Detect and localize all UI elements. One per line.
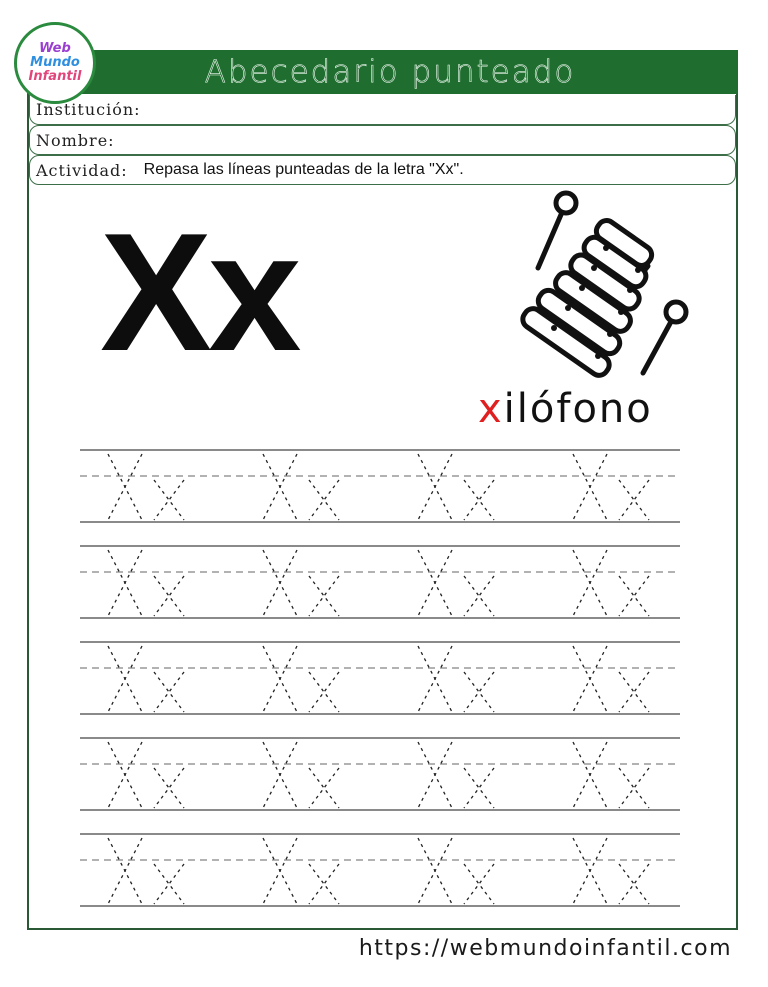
tracing-row bbox=[80, 834, 680, 906]
tracing-row bbox=[80, 546, 680, 618]
logo bbox=[14, 22, 96, 104]
trace-letter-lower bbox=[154, 576, 184, 616]
trace-letter-lower bbox=[309, 768, 339, 808]
name-field[interactable] bbox=[29, 125, 736, 155]
trace-letter-lower bbox=[309, 576, 339, 616]
trace-letter-lower bbox=[154, 864, 184, 904]
trace-letter-lower bbox=[619, 672, 649, 712]
trace-letter-upper bbox=[263, 646, 297, 712]
footer-url[interactable]: https://webmundoinfantil.com bbox=[358, 936, 732, 961]
trace-letter-upper bbox=[573, 742, 607, 808]
xylophone-icon bbox=[498, 188, 698, 388]
trace-letter-upper bbox=[418, 646, 452, 712]
trace-letter-upper bbox=[108, 454, 142, 520]
trace-letter-upper bbox=[573, 646, 607, 712]
tracing-row bbox=[80, 738, 680, 810]
model-letters: Xx bbox=[100, 198, 298, 386]
word-rest: ilófono bbox=[503, 386, 653, 432]
trace-letter-upper bbox=[573, 454, 607, 520]
trace-letter-lower bbox=[619, 480, 649, 520]
logo-line-1: Web bbox=[39, 41, 71, 56]
trace-letter-lower bbox=[154, 768, 184, 808]
trace-letter-upper bbox=[418, 742, 452, 808]
institution-label: Institución: bbox=[36, 100, 141, 119]
trace-letter-lower bbox=[464, 480, 494, 520]
trace-letter-upper bbox=[108, 742, 142, 808]
trace-letter-lower bbox=[154, 480, 184, 520]
tracing-row bbox=[80, 642, 680, 714]
trace-letter-upper bbox=[418, 550, 452, 616]
activity-label: Actividad: bbox=[36, 160, 128, 180]
tracing-area bbox=[80, 440, 680, 920]
page-title: Abecedario punteado bbox=[204, 54, 576, 90]
trace-letter-upper bbox=[263, 742, 297, 808]
word-first-letter: x bbox=[478, 386, 504, 432]
trace-letter-upper bbox=[573, 550, 607, 616]
trace-letter-lower bbox=[619, 768, 649, 808]
trace-letter-lower bbox=[619, 576, 649, 616]
trace-letter-upper bbox=[108, 550, 142, 616]
trace-letter-upper bbox=[263, 454, 297, 520]
trace-letter-lower bbox=[309, 672, 339, 712]
trace-letter-lower bbox=[464, 576, 494, 616]
logo-line-2: Mundo bbox=[30, 55, 80, 70]
trace-letter-lower bbox=[309, 480, 339, 520]
trace-letter-upper bbox=[263, 838, 297, 904]
word-label bbox=[478, 386, 653, 432]
trace-letter-upper bbox=[108, 838, 142, 904]
trace-letter-lower bbox=[464, 864, 494, 904]
trace-letter-lower bbox=[309, 864, 339, 904]
activity-text: Repasa las líneas punteadas de la letra "Xx". bbox=[143, 161, 464, 178]
name-label: Nombre: bbox=[36, 130, 115, 150]
tracing-row bbox=[80, 450, 680, 522]
trace-letter-upper bbox=[108, 646, 142, 712]
trace-letter-lower bbox=[154, 672, 184, 712]
activity-field bbox=[29, 155, 736, 185]
trace-letter-upper bbox=[573, 838, 607, 904]
institution-field[interactable] bbox=[29, 95, 736, 125]
trace-letter-lower bbox=[464, 768, 494, 808]
trace-letter-upper bbox=[418, 454, 452, 520]
trace-letter-upper bbox=[263, 550, 297, 616]
trace-letter-lower bbox=[464, 672, 494, 712]
logo-line-3: Infantil bbox=[28, 69, 82, 84]
trace-letter-lower bbox=[619, 864, 649, 904]
trace-letter-upper bbox=[418, 838, 452, 904]
